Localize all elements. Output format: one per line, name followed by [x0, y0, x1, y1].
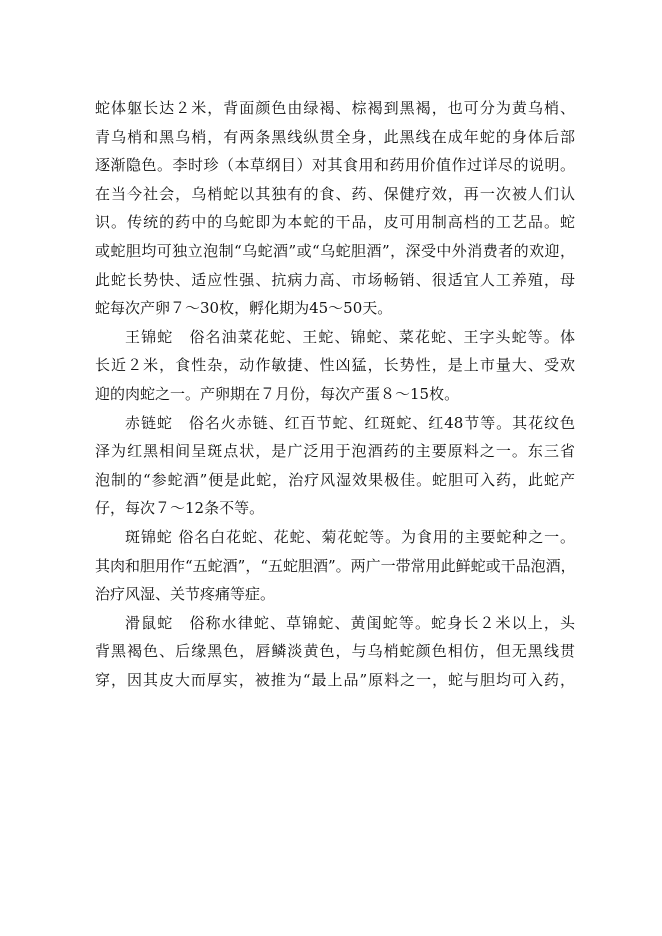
text-line: 赤链蛇 俗名火赤链、红百节蛇、红斑蛇、红48节等。其花纹色 [125, 413, 575, 432]
text-line: 仔，每次７～12条不等。 [95, 499, 265, 518]
text-line: 泡制的“参蛇酒”便是此蛇，治疗风湿效果极佳。蛇胆可入药，此蛇产 [95, 470, 575, 489]
text-line: 蛇体躯长达２米，背面颜色由绿褐、棕褐到黑褐，也可分为黄乌梢、 [95, 99, 575, 117]
body-text [95, 94, 575, 694]
text-line: 逐渐隐色。李时珍（本草纲目）对其食用和药用价值作过详尽的说明。 [95, 156, 575, 175]
text-line: 其肉和胆用作“五蛇酒”，“五蛇胆酒”。两广一带常用此鲜蛇或干品泡酒， [95, 556, 576, 575]
text-line: 斑锦蛇 俗名白花蛇、花蛇、菊花蛇等。为食用的主要蛇种之一。 [125, 527, 575, 546]
text-line: 此蛇长势快、适应性强、抗病力高、市场畅销、很适宜人工养殖，母 [95, 270, 575, 289]
text-line: 治疗风湿、关节疼痛等症。 [95, 585, 276, 604]
text-line: 长近２米，食性杂，动作敏捷、性凶猛，长势性，是上市量大、受欢 [95, 356, 575, 375]
text-line: 迎的肉蛇之一。产卵期在７月份，每次产蛋８～15枚。 [95, 384, 460, 403]
text-line: 滑鼠蛇 俗称水律蛇、草锦蛇、黄闺蛇等。蛇身长２米以上，头 [125, 613, 575, 632]
text-line: 王锦蛇 俗名油菜花蛇、王蛇、锦蛇、菜花蛇、王字头蛇等。体 [125, 327, 575, 346]
paragraph-king-rat-snake [95, 323, 575, 409]
paragraph-mandarin-rat-snake [95, 523, 575, 609]
paragraph-oriental-rat-snake [95, 609, 575, 695]
text-line: 青乌梢和黑乌梢，有两条黑线纵贯全身，此黑线在成年蛇的身体后部 [95, 127, 575, 146]
text-line: 或蛇胆均可独立泡制“乌蛇酒”或“乌蛇胆酒”，深受中外消费者的欢迎， [95, 241, 575, 260]
paragraph-red-banded-snake [95, 409, 575, 523]
text-line: 泽为红黑相间呈斑点状，是广泛用于泡酒药的主要原料之一。东三省 [95, 442, 575, 461]
text-line: 穿，因其皮大而厚实，被推为“最上品”原料之一，蛇与胆均可入药， [95, 670, 575, 689]
paragraph-wushao-snake [95, 94, 575, 323]
text-line: 蛇每次产卵７～30枚，孵化期为45～50天。 [95, 299, 393, 318]
text-line: 在当今社会，乌梢蛇以其独有的食、药、保健疗效，再一次被人们认 [95, 184, 575, 203]
text-line: 识。传统的药中的乌蛇即为本蛇的干品，皮可用制高档的工艺品。蛇 [95, 213, 575, 232]
text-line: 背黑褐色、后缘黑色，唇鳞淡黄色，与乌梢蛇颜色相仿，但无黑线贯 [95, 642, 575, 661]
